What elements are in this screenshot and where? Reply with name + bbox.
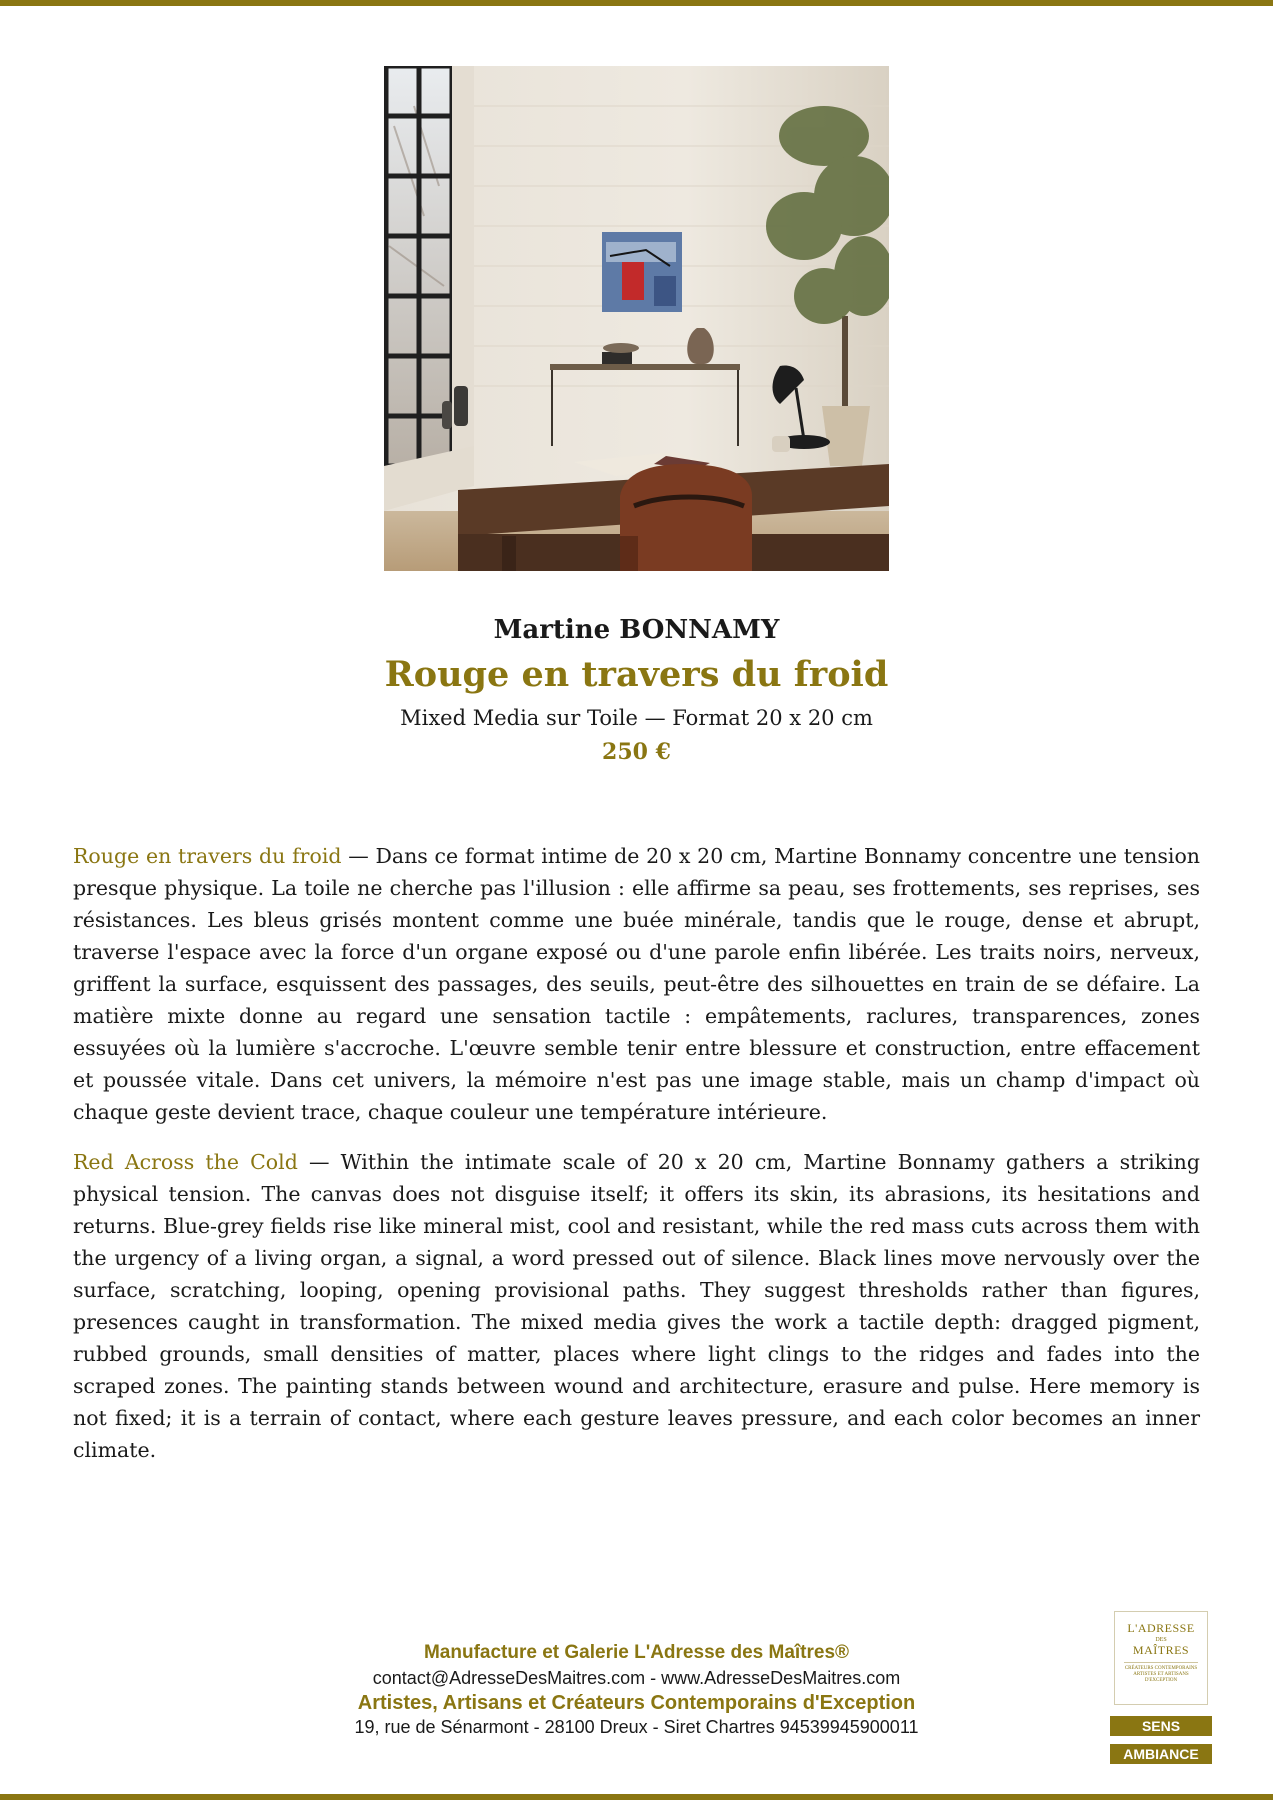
top-rule [0,0,1273,6]
description-french [73,840,1200,1128]
gallery-logo [1114,1611,1208,1705]
description-english-text: — Within the intimate scale of 20 x 20 cm, Martine Bonnamy gathers a striking physical tension. The canvas does not disguise itself; it offers its skin, its abrasions, its hesitations and returns. Blue-grey fields rise like mineral mist, cool and resistant, while the red mass cuts across them with the urgency of a living organ, a signal, a word pressed out of silence. Black lines move nervously over the surface, scratching, looping, opening provisional paths. They suggest thresholds rather than figures, presences caught in transformation. The mixed media gives the work a tactile depth: dragged pigment, rubbed grounds, small densities of matter, places where light clings to the ridges and fades into the scraped zones. The painting stands between wound and architecture, erasure and pulse. Here memory is not fixed; it is a terrain of contact, where each gesture leaves pressure, and each color becomes an inner climate. [73,1150,1200,1462]
artwork-price: 250 € [602,739,671,765]
logo-line-1: L'ADRESSE [1127,1621,1195,1635]
badge-sens: SENS [1110,1716,1212,1736]
description-french-text: — Dans ce format intime de 20 x 20 cm, Martine Bonnamy concentre une tension presque physique. La toile ne cherche pas l'illusion : elle affirme sa peau, ses frottements, ses reprises, ses résistances. Les bleus grisés montent comme une buée minérale, tandis que le rouge, dense et abrupt, traverse l'espace avec la force d'un organe exposé ou d'une parole enfin libérée. Les traits noirs, nerveux, griffent la surface, esquissent des passages, des seuils, peut-être des silhouettes en train de se défaire. La matière mixte donne au regard une sensation tactile : empâtements, raclures, transparences, zones essuyées où la lumière s'accroche. L'œuvre semble tenir entre blessure et construction, entre effacement et poussée vitale. Dans cet univers, la mémoire n'est pas une image stable, mais un champ d'impact où chaque geste devient trace, chaque couleur une température intérieure. [73,844,1200,1124]
logo-line-3: MAÎTRES [1132,1643,1190,1657]
artist-name: Martine BONNAMY [493,615,780,645]
artwork-room-photo [384,66,889,571]
bottom-rule [0,1794,1273,1800]
artwork-medium: Mixed Media sur Toile — Format 20 x 20 cm [400,706,873,730]
logo-line-2: DES [1155,1637,1167,1643]
footer-address: 19, rue de Sénarmont - 28100 Dreux - Siret Chartres 94539945900011 [354,1717,919,1737]
description-english-lead: Red Across the Cold [73,1150,298,1174]
footer-tagline: Artistes, Artisans et Créateurs Contemporains d'Exception [357,1692,916,1714]
description-french-lead: Rouge en travers du froid [73,844,342,868]
logo-line-4: CRÉATEURS CONTEMPORAINS ARTISTES ET ARTISANS D'EXCEPTION [1124,1666,1198,1683]
logo-divider [1124,1662,1198,1663]
footer-gallery-name: Manufacture et Galerie L'Adresse des Maîtres® [423,1642,850,1663]
badge-ambiance: AMBIANCE [1110,1744,1212,1764]
description-english [73,1146,1200,1466]
footer-contact: contact@AdresseDesMaitres.com - www.AdresseDesMaitres.com [372,1668,901,1688]
artwork-title: Rouge en travers du froid [384,654,889,695]
